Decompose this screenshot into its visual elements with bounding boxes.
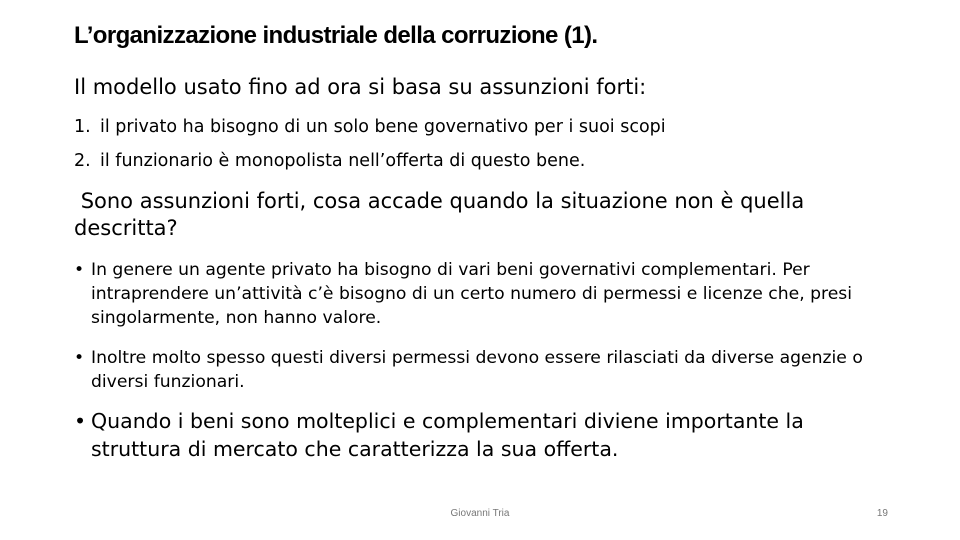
item-number: 1. — [74, 117, 91, 137]
slide-title: L’organizzazione industriale della corruzione (1). — [74, 22, 598, 49]
bullet-text: In genere un agente privato ha bisogno di vari beni governativi complementari. Per intraprendere un’attività c’è bisogno di un certo numero di permessi e licenze che, presi singolarmente, non hanno valore. — [91, 260, 853, 328]
bullet-item — [74, 407, 894, 463]
item-text: il funzionario è monopolista nell’offerta di questo bene. — [100, 151, 586, 171]
numbered-item — [74, 117, 666, 137]
bullet-dot: • — [74, 348, 85, 368]
item-text: il privato ha bisogno di un solo bene governativo per i suoi scopi — [100, 117, 666, 137]
item-number: 2. — [74, 151, 91, 171]
numbered-item — [74, 151, 585, 171]
bullet-dot: • — [74, 260, 85, 280]
page-number: 19 — [876, 508, 888, 519]
bullet-text: Inoltre molto spesso questi diversi permessi devono essere rilasciati da diverse agenzie o diversi funzionari. — [91, 348, 863, 392]
bullet-text: Quando i beni sono molteplici e complementari diviene importante la struttura di mercato che caratterizza la sua offerta. — [91, 409, 804, 461]
footer-author: Giovanni Tria — [450, 508, 510, 519]
question-text: Sono assunzioni forti, cosa accade quando la situazione non è quella descritta? — [74, 189, 811, 240]
bullet-item — [74, 258, 894, 330]
bullet-item — [74, 346, 894, 394]
intro-text: Il modello usato fino ad ora si basa su assunzioni forti: — [74, 75, 647, 99]
bullet-dot: • — [74, 409, 87, 433]
